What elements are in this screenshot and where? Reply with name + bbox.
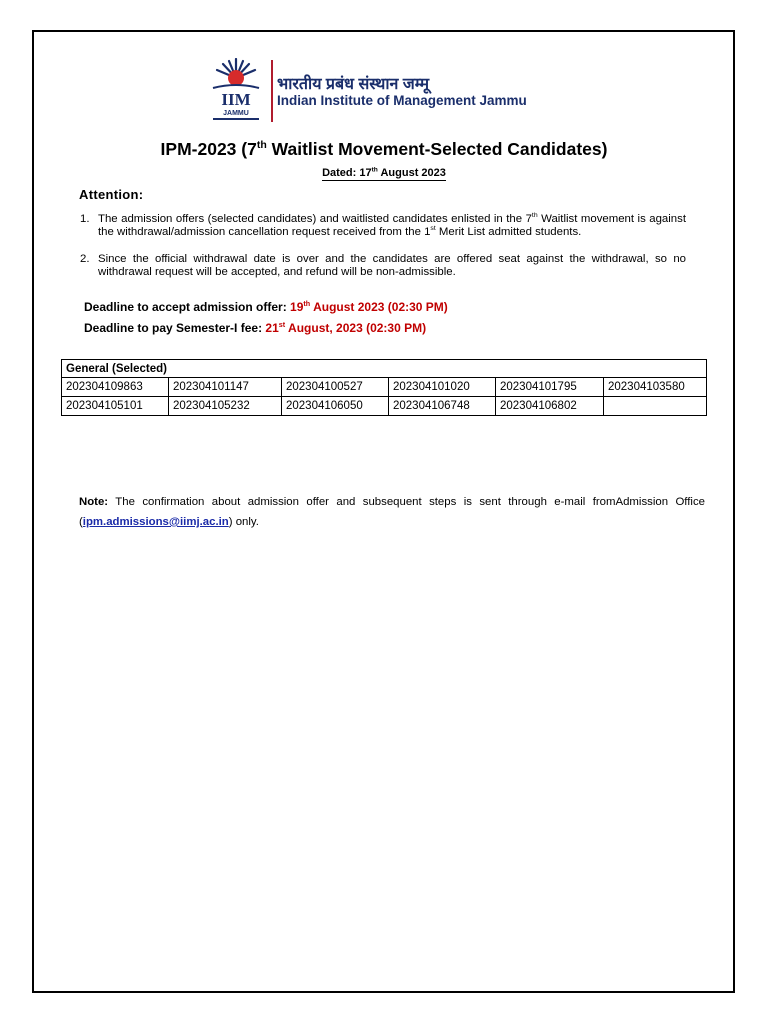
table-row — [62, 378, 707, 397]
title-prefix: IPM-2023 (7 — [160, 139, 257, 159]
table-header: General (Selected) — [62, 360, 707, 378]
deadline-fee-day: 21 — [265, 321, 279, 335]
table-cell: 202304106802 — [496, 397, 604, 416]
table-cell: 202304101147 — [169, 378, 282, 397]
table-cell: 202304109863 — [62, 378, 169, 397]
deadline-accept-day: 19 — [290, 300, 304, 314]
deadline-pay-fee — [84, 321, 426, 335]
deadline-accept-sup: th — [303, 299, 311, 308]
table-cell: 202304106748 — [389, 397, 496, 416]
list-number: 2. — [80, 253, 90, 265]
table-cell: 202304101020 — [389, 378, 496, 397]
note-paragraph — [79, 492, 705, 532]
table-header-row — [62, 360, 707, 378]
dated-sup: th — [371, 166, 378, 174]
item1-text-c: Merit List admitted students. — [435, 226, 582, 238]
table-cell — [604, 397, 707, 416]
table-cell: 202304106050 — [282, 397, 389, 416]
page-title — [0, 139, 768, 160]
institute-name-hindi: भारतीय प्रबंध संस्थान जम्मू — [277, 76, 430, 93]
deadline-accept-date: August 2023 (02:30 PM) — [310, 300, 448, 314]
title-suffix: Waitlist Movement-Selected Candidates) — [266, 139, 608, 159]
item1-sup-b: st — [430, 225, 436, 233]
deadline-fee-sup: st — [278, 320, 286, 329]
table-cell: 202304105101 — [62, 397, 169, 416]
table-cell: 202304105232 — [169, 397, 282, 416]
logo-text: IIM — [221, 90, 251, 109]
item1-sup-a: th — [531, 212, 538, 220]
item1-text-b: Waitlist movement is against the withdrawal/admission cancellation request received from the 1 — [98, 213, 686, 238]
deadline-fee-date: August, 2023 (02:30 PM) — [285, 321, 427, 335]
list-item — [80, 253, 686, 279]
item1-text-a: The admission offers (selected candidates) and waitlisted candidates enlisted in the 7 — [98, 213, 532, 225]
note-text-a: The confirmation about admission offer and subsequent steps is sent through e-mail fromAdmission Office ( — [79, 496, 705, 528]
table-cell: 202304101795 — [496, 378, 604, 397]
logo-divider — [271, 60, 273, 122]
deadline-fee-label: Deadline to pay Semester-I fee: — [84, 321, 266, 335]
title-sup: th — [256, 139, 267, 152]
date-line — [0, 167, 768, 179]
list-item — [80, 213, 686, 239]
admissions-email-link[interactable]: ipm.admissions@iimj.ac.in — [82, 516, 229, 528]
institute-name-english: Indian Institute of Management Jammu — [277, 93, 527, 108]
candidates-table — [61, 359, 707, 416]
attention-heading: Attention: — [79, 187, 144, 202]
list-number: 1. — [80, 213, 90, 225]
note-label: Note: — [79, 496, 109, 508]
iim-jammu-logo — [205, 58, 267, 124]
list-text: Since the official withdrawal date is over and the candidates are offered seat against the withdrawal, so no withdrawal request will be accepted, and refund will be non-admissible. — [98, 253, 686, 278]
table-cell: 202304103580 — [604, 378, 707, 397]
dated-suffix: August 2023 — [377, 167, 446, 179]
table-cell: 202304100527 — [282, 378, 389, 397]
deadline-accept-label: Deadline to accept admission offer: — [84, 300, 291, 314]
list-text — [98, 213, 686, 239]
logo-subtext: JAMMU — [223, 110, 249, 117]
dated-prefix: Dated: 17 — [322, 167, 372, 179]
table-row — [62, 397, 707, 416]
note-text-b: ) only. — [228, 516, 259, 528]
deadline-accept-offer — [84, 300, 448, 314]
